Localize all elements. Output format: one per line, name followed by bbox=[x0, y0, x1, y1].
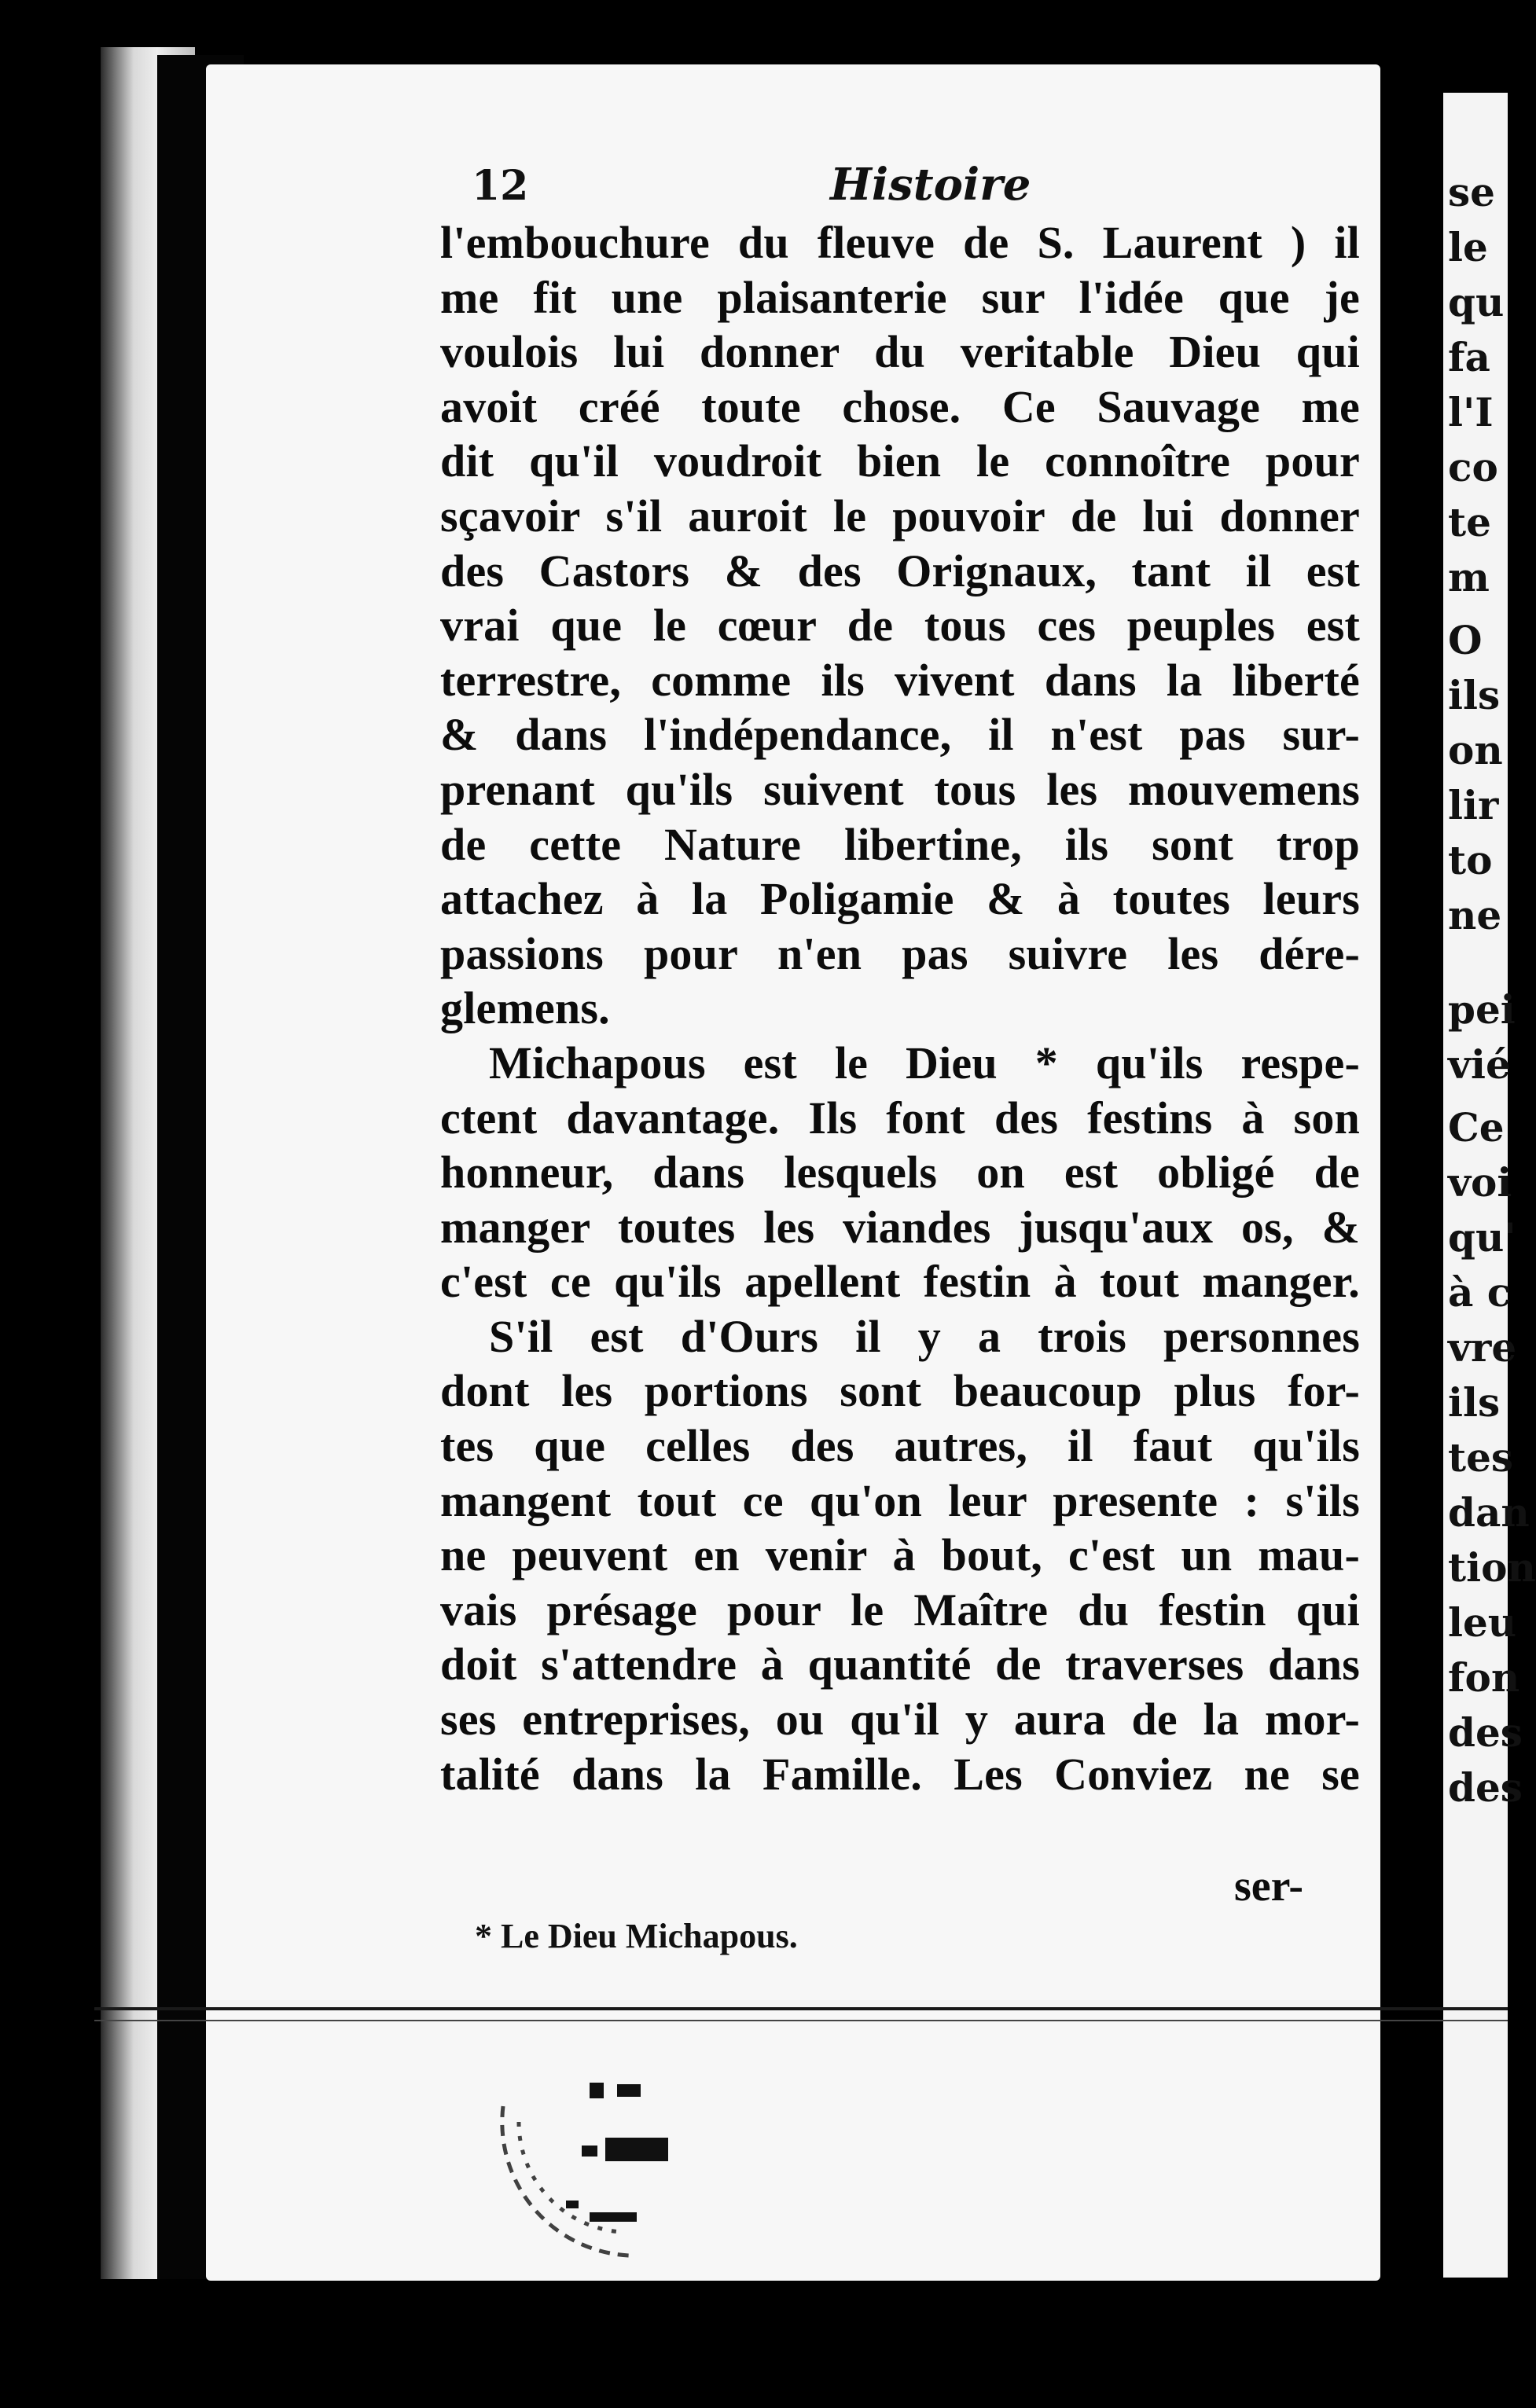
text-line: glemens. bbox=[440, 982, 610, 1034]
text-line: & dans l'indépendance, il n'est pas sur- bbox=[440, 709, 1360, 761]
text-line: tes que celles des autres, il faut qu'ils bbox=[440, 1420, 1360, 1472]
facing-page-text-fragment: O bbox=[1448, 617, 1483, 663]
facing-page-text-fragment: tes bbox=[1448, 1434, 1514, 1481]
facing-page-text-fragment: qu' bbox=[1448, 1214, 1516, 1261]
facing-page-text-fragment: on bbox=[1448, 727, 1503, 773]
text-line: doit s'attendre à quantité de traverses dans bbox=[440, 1639, 1360, 1690]
facing-page-text-fragment: l'I bbox=[1448, 389, 1494, 435]
facing-page-text-fragment: le bbox=[1448, 224, 1488, 270]
facing-page-text-fragment: m bbox=[1448, 554, 1490, 600]
facing-page-text-fragment: des bbox=[1448, 1764, 1523, 1811]
text-line: ctent davantage. Ils font des festins à son bbox=[440, 1092, 1360, 1143]
facing-page-text-fragment: leu bbox=[1448, 1599, 1517, 1646]
text-line: vais présage pour le Maître du festin qui bbox=[440, 1584, 1360, 1635]
catchword: ser- bbox=[1234, 1862, 1304, 1911]
text-line: honneur, dans lesquels on est obligé de bbox=[440, 1147, 1360, 1198]
text-line: de cette Nature libertine, ils sont trop bbox=[440, 818, 1360, 870]
text-line: voulois lui donner du veritable Dieu qui bbox=[440, 326, 1360, 378]
facing-page-text-fragment: te bbox=[1448, 499, 1491, 545]
facing-page-text-fragment: fon bbox=[1448, 1654, 1520, 1701]
facing-page-text-fragment: des bbox=[1448, 1709, 1523, 1756]
facing-page-text-fragment: pei bbox=[1448, 986, 1516, 1033]
facing-page-text-fragment: ils bbox=[1448, 672, 1501, 718]
text-line: mangent tout ce qu'on leur presente : s'ils bbox=[440, 1474, 1360, 1526]
facing-page-text-fragment: qu bbox=[1448, 279, 1505, 325]
text-line: c'est ce qu'ils apellent festin à tout manger. bbox=[440, 1256, 1360, 1308]
facing-page-text-fragment: ils bbox=[1448, 1379, 1501, 1426]
text-line: ne peuvent en venir à bout, c'est un mau- bbox=[440, 1529, 1360, 1581]
facing-page-text-fragment: co bbox=[1448, 444, 1498, 490]
text-line: vrai que le cœur de tous ces peuples est bbox=[440, 600, 1360, 652]
text-line: sçavoir s'il auroit le pouvoir de lui donner bbox=[440, 490, 1360, 541]
text-line: avoit créé toute chose. Ce Sauvage me bbox=[440, 380, 1360, 432]
running-title: Histoire bbox=[830, 159, 1031, 211]
body-text bbox=[440, 215, 1360, 1801]
text-line: Michapous est le Dieu * qu'ils respe- bbox=[489, 1037, 1360, 1088]
facing-page-text-fragment: lir bbox=[1448, 782, 1499, 828]
bottom-rule-secondary bbox=[94, 2020, 1508, 2021]
text-line: talité dans la Famille. Les Conviez ne se bbox=[440, 1748, 1360, 1800]
text-line: terrestre, comme ils vivent dans la liberté bbox=[440, 654, 1360, 706]
facing-page-text-fragment: ne bbox=[1448, 892, 1502, 938]
text-line: manger toutes les viandes jusqu'aux os, & bbox=[440, 1201, 1360, 1253]
text-line: des Castors & des Orignaux, tant il est bbox=[440, 545, 1360, 596]
facing-page-fragment bbox=[1443, 93, 1536, 2278]
facing-page-text-fragment: vre bbox=[1448, 1324, 1517, 1371]
page-number: 12 bbox=[472, 162, 529, 210]
text-line: ses entreprises, ou qu'il y aura de la mor- bbox=[440, 1694, 1360, 1745]
facing-page-text-fragment: se bbox=[1448, 169, 1495, 215]
text-line: prenant qu'ils suivent tous les mouvemens bbox=[440, 763, 1360, 815]
library-stamp-graphic bbox=[472, 2075, 770, 2271]
text-line: dont les portions sont beaucoup plus for- bbox=[440, 1365, 1360, 1417]
text-line: attachez à la Poligamie & à toutes leurs bbox=[440, 873, 1360, 925]
facing-page-text-fragment: à c bbox=[1448, 1269, 1512, 1316]
text-line: me fit une plaisanterie sur l'idée que je bbox=[440, 271, 1360, 323]
text-line: passions pour n'en pas suivre les dére- bbox=[440, 927, 1360, 979]
facing-page-text-fragment: to bbox=[1448, 837, 1493, 883]
footnote: * Le Dieu Michapous. bbox=[475, 1917, 798, 1955]
facing-page-text-fragment: voi bbox=[1448, 1159, 1512, 1206]
bottom-rule bbox=[94, 2007, 1508, 2010]
facing-page-text-fragment: Ce bbox=[1448, 1104, 1505, 1151]
text-line: l'embouchure du fleuve de S. Laurent ) il bbox=[440, 217, 1360, 268]
facing-page-text-fragment: dan bbox=[1448, 1489, 1530, 1536]
text-line: S'il est d'Ours il y a trois personnes bbox=[489, 1310, 1360, 1362]
facing-page-text-fragment: tion bbox=[1448, 1544, 1536, 1591]
facing-page-text-fragment: vié bbox=[1448, 1041, 1511, 1088]
text-line: dit qu'il voudroit bien le connoître pour bbox=[440, 435, 1360, 487]
facing-page-text-fragment: fa bbox=[1448, 334, 1490, 380]
